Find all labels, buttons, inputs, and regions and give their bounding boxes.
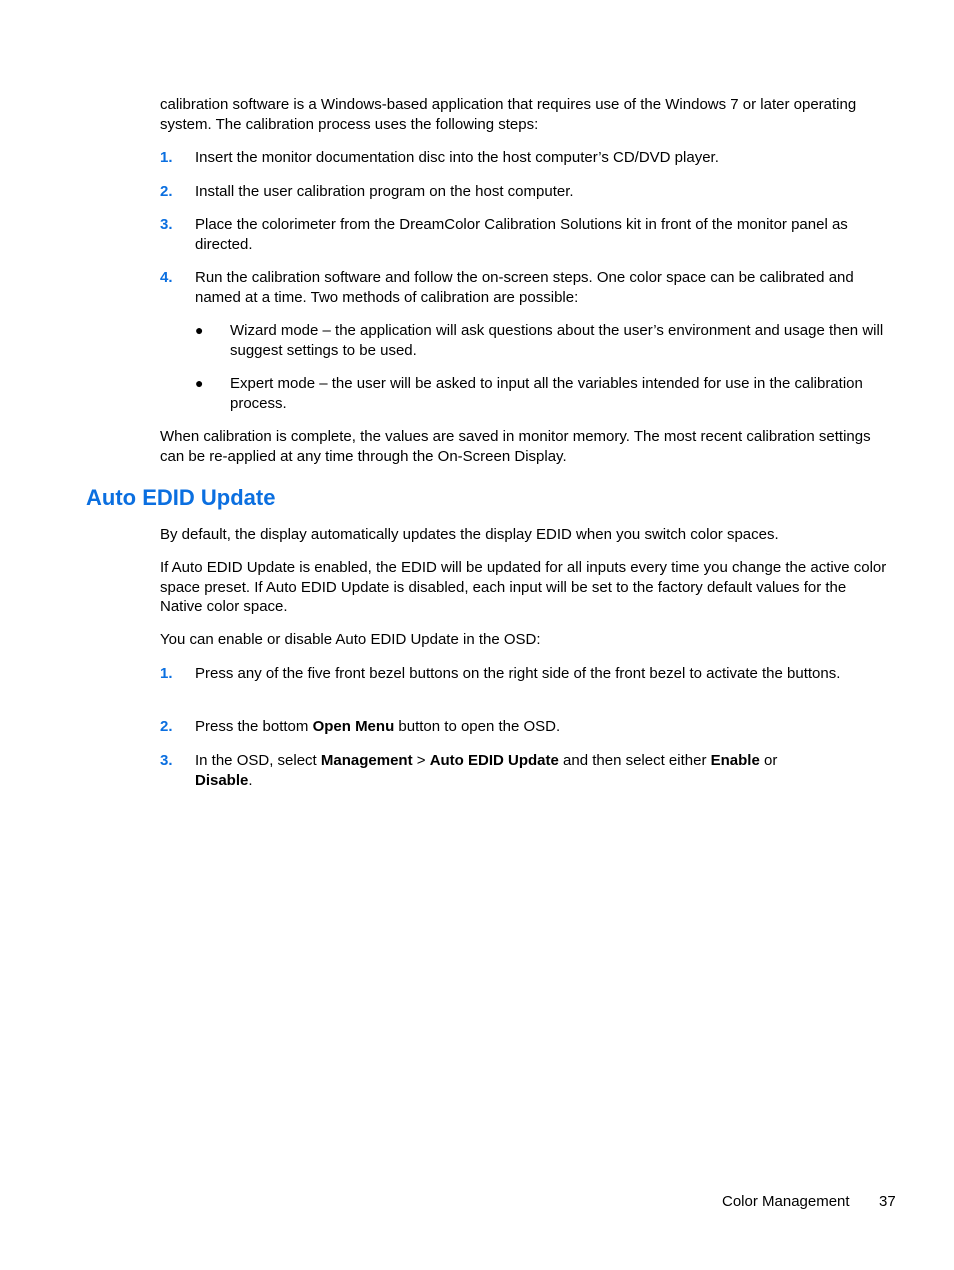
step-text: Place the colorimeter from the DreamColor Calibration Solutions kit in front of the monitor panel as directed. [195, 216, 848, 253]
section-paragraph: You can enable or disable Auto EDID Update in the OSD: [160, 631, 541, 648]
footer-section-name: Color Management [722, 1193, 850, 1210]
bold-term: Enable [710, 752, 760, 769]
bold-term: Auto EDID Update [429, 752, 559, 769]
bold-term: Management [320, 752, 413, 769]
step-text [195, 717, 890, 737]
bold-term: Open Menu [312, 718, 395, 735]
step-number: 1. [160, 149, 173, 166]
text-run: > [412, 752, 430, 769]
text-run: . [248, 771, 253, 789]
step-number: 3. [160, 752, 173, 769]
text-run: or [759, 752, 778, 769]
step-number: 4. [160, 269, 173, 286]
bullet-icon: ● [195, 375, 204, 391]
footer-page-number: 37 [879, 1193, 896, 1210]
section-paragraph: If Auto EDID Update is enabled, the EDID will be updated for all inputs every time you change the active color space preset. If Auto EDID Update is disabled, each input will be set to the factory default values for the Native color space. [160, 559, 887, 615]
bullet-icon: ● [195, 322, 204, 338]
step-number: 2. [160, 718, 173, 735]
bold-term: Disable [195, 771, 249, 789]
step-number: 3. [160, 216, 173, 233]
step-text: Insert the monitor documentation disc into the host computer’s CD/DVD player. [195, 149, 719, 166]
calibration-complete-paragraph: When calibration is complete, the values are saved in monitor memory. The most recent calibration settings can be re-applied at any time through the On-Screen Display. [160, 428, 871, 465]
step-text: Press any of the five front bezel buttons on the right side of the front bezel to activate the buttons. [195, 665, 841, 682]
section-heading: Auto EDID Update [86, 485, 276, 510]
step-text: Install the user calibration program on the host computer. [195, 183, 574, 200]
text-run: button to open the OSD. [394, 718, 561, 735]
intro-paragraph: calibration software is a Windows-based application that requires use of the Windows 7 or later operating system. The calibration process uses the following steps: [160, 96, 857, 133]
text-run: In the OSD, select [195, 752, 321, 769]
step-text: Run the calibration software and follow the on-screen steps. One color space can be calibrated and named at a time. Two methods of calibration are possible: [195, 269, 854, 306]
step-text [195, 751, 890, 790]
section-paragraph: By default, the display automatically updates the display EDID when you switch color spaces. [160, 526, 779, 543]
step-number: 1. [160, 665, 173, 682]
bullet-text: Wizard mode – the application will ask questions about the user’s environment and usage then will suggest settings to be used. [230, 322, 884, 359]
step-number: 2. [160, 183, 173, 200]
text-run: Press the bottom [195, 718, 313, 735]
text-run: and then select either [558, 752, 711, 769]
bullet-text: Expert mode – the user will be asked to input all the variables intended for use in the calibration process. [230, 375, 863, 412]
